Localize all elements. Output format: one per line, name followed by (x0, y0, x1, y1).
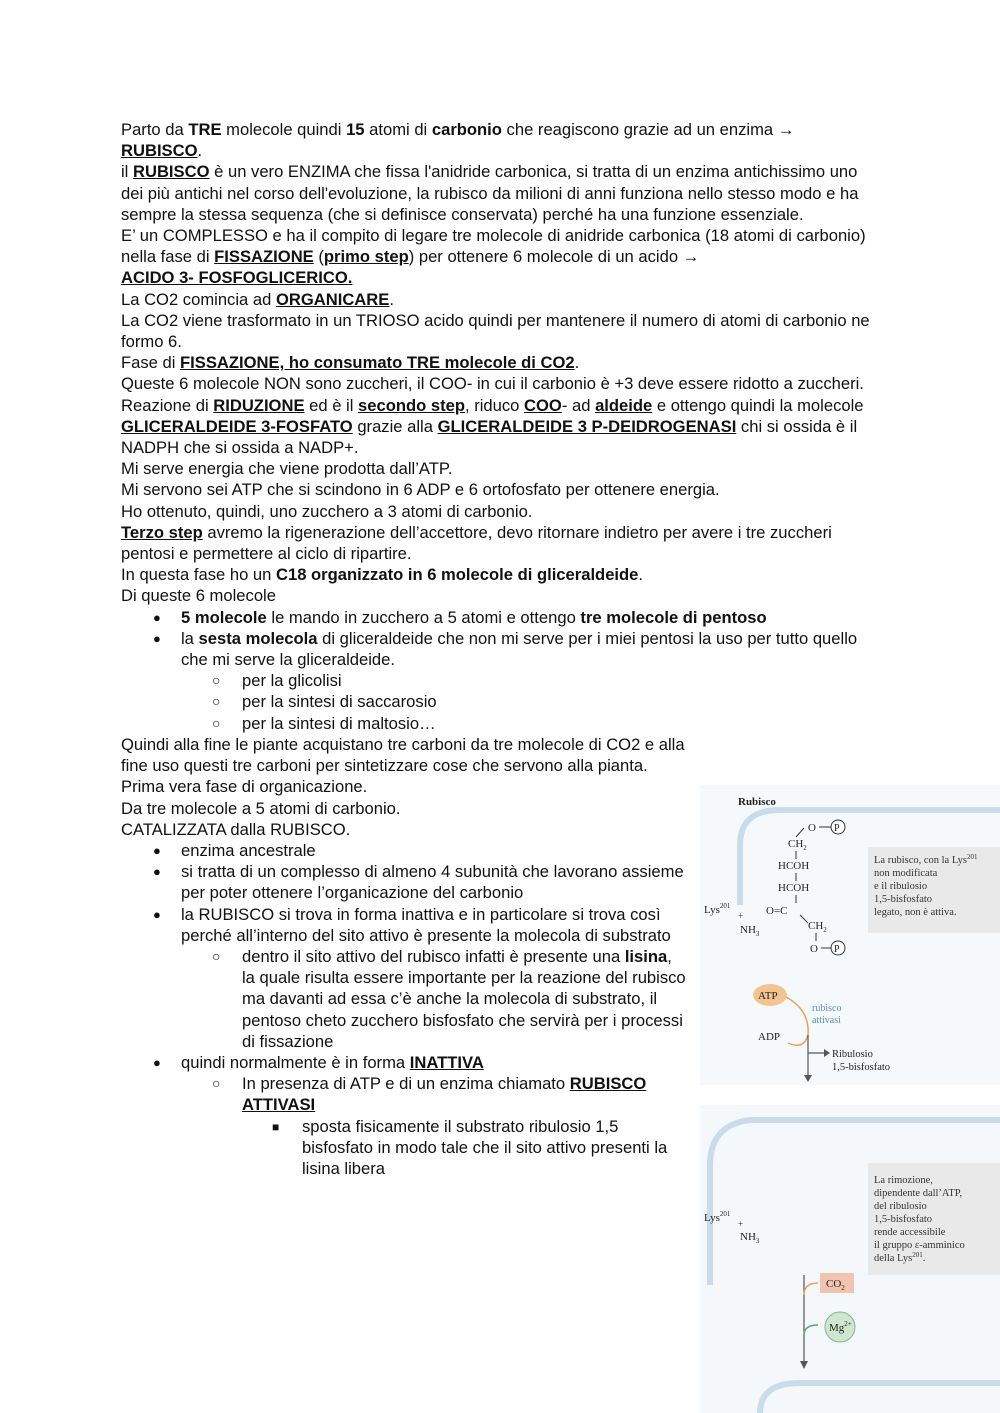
oxygen-label: O (810, 943, 818, 955)
paragraph: Di queste 6 molecole (121, 586, 276, 606)
plus-label: + (738, 1219, 744, 1229)
paragraph: Parto da TRE molecole quindi 15 atomi di carbonio che reagiscono grazie ad un enzima → (121, 120, 795, 139)
paragraph: La CO2 comincia ad ORGANICARE. (121, 289, 394, 309)
caption-line: del ribulosio (874, 1201, 927, 1212)
ribulose-label-2: 1,5-bisfosfato (832, 1062, 891, 1073)
bullet-list (121, 840, 686, 1179)
caption-line: La rimozione, (874, 1175, 933, 1186)
list-item: ○ per la sintesi di saccarosio (121, 691, 881, 712)
bullet-list (121, 607, 881, 734)
caption-line: dipendente dall’ATP, (874, 1188, 963, 1199)
caption-line: 1,5-bisfosfato (874, 894, 933, 905)
paragraph: il RUBISCO è un vero ENZIMA che fissa l'anidride carbonica, si tratta di un enzima antichissimo uno dei più antichi nel corso dell'evoluzione, la rubisco da milioni di anni funziona nello stesso modo e ha sempre la stessa sequenza (che si definisce conservata) perché ha una funzione essenziale. (121, 162, 859, 224)
paragraph: Reazione di RIDUZIONE ed è il secondo step, riduco COO- ad aldeide e ottengo quindi la molecole GLICERALDEIDE 3-FOSFATO grazie alla GLICERALDEIDE 3 P-DEIDROGENASI chi si ossida è il NADPH che si ossida a NADP+. (121, 395, 864, 458)
summary-block (121, 734, 686, 1179)
paragraph: RUBISCO. (121, 141, 203, 161)
caption-line: della Lys$^{201}$. (874, 1251, 926, 1264)
co2-label: $CO_2$ (826, 1278, 845, 1292)
caption-line: non modificata (874, 868, 938, 879)
phosphate-label: P (834, 823, 840, 834)
list-item: ● la sesta molecola di gliceraldeide che non mi serve per i miei pentosi la uso per tutto quello che mi serve la gliceraldeide. (121, 628, 881, 670)
lys-label: Lys$^{201}$ (704, 1210, 731, 1224)
atp-label: ATP (758, 990, 778, 1002)
paragraph: Ho ottenuto, quindi, uno zucchero a 3 atomi di carbonio. (121, 501, 533, 521)
nh3-label: $NH_3$ (740, 924, 760, 938)
paragraph: Queste 6 molecole NON sono zuccheri, il COO- in cui il carbonio è +3 deve essere ridotto a zuccheri. (121, 374, 864, 394)
paragraph: E’ un COMPLESSO e ha il compito di legare tre molecole di anidride carbonica (18 atomi di carbonio) nella fase di FISSAZIONE (primo step) per ottenere 6 molecole di un acido → (121, 226, 866, 267)
list-item: ● 5 molecole le mando in zucchero a 5 atomi e ottengo tre molecole di pentoso (121, 607, 881, 628)
list-item: ● la RUBISCO si trova in forma inattiva e in particolare si trova così perché all’interno del sito attivo è presente la molecola di substrato (121, 904, 686, 946)
adp-label: ADP (758, 1031, 781, 1043)
list-item: ○ In presenza di ATP e di un enzima chiamato RUBISCO ATTIVASI (121, 1073, 686, 1115)
mg-label: $Mg^{2+}$ (829, 1320, 852, 1334)
list-item: ● enzima ancestrale (121, 840, 686, 861)
paragraph: In questa fase ho un C18 organizzato in 6 molecole di gliceraldeide. (121, 565, 644, 585)
paragraph: La CO2 viene trasformato in un TRIOSO acido quindi per mantenere il numero di atomi di carbonio ne formo 6. (121, 310, 870, 352)
list-item: ■ sposta fisicamente il substrato ribulosio 1,5 bisfosfato in modo tale che il sito attivo presenti la lisina libera (121, 1116, 686, 1180)
paragraph: CATALIZZATA dalla RUBISCO. (121, 819, 351, 839)
caption-line: e il ribulosio (874, 881, 928, 892)
list-item: ○ per la glicolisi (121, 670, 881, 691)
paragraph: Quindi alla fine le piante acquistano tre carboni da tre molecole di CO2 e alla fine uso questi tre carboni per sintetizzare cose che servono alla pianta. (121, 734, 685, 776)
carbonyl-label: O=C (766, 905, 788, 917)
paragraph: Terzo step avremo la rigenerazione dell’accettore, devo ritornare indietro per avere i tre zuccheri pentosi e permettere al ciclo di ripartire. (121, 522, 832, 564)
caption-line: La rubisco, con la Lys$^{201}$ (874, 853, 978, 866)
caption-line: 1,5-bisfosfato (874, 1214, 933, 1225)
paragraph: Prima vera fase di organicazione. (121, 777, 368, 797)
list-item: ● quindi normalmente è in forma INATTIVA (121, 1052, 686, 1073)
oxygen-label: O (808, 822, 816, 834)
ribulose-label-1: Ribulosio (832, 1049, 873, 1060)
list-item: ○ dentro il sito attivo del rubisco infatti è presente una lisina, la quale risulta essere importante per la reazione del rubisco ma davanti ad essa c’è anche la molecola di substrato, il pentoso cheto zucchero bisfosfato che servirà per i processi di fissazione (121, 946, 686, 1052)
phosphate-label: P (834, 944, 840, 955)
hcoh-label-1: HCOH (778, 860, 810, 872)
paragraph: Mi serve energia che viene prodotta dall’ATP. (121, 459, 453, 479)
paragraph: Fase di FISSAZIONE, ho consumato TRE molecole di CO2. (121, 353, 580, 373)
attivasi-label-1: rubisco (812, 1003, 842, 1014)
ch2-label: $CH_2$ (788, 838, 807, 852)
figure-title: Rubisco (738, 796, 776, 808)
nh3-label: $NH_3$ (740, 1231, 760, 1245)
lys-label: Lys$^{201}$ (704, 902, 731, 916)
caption-line: legato, non è attiva. (874, 907, 957, 918)
attivasi-label-2: attivasi (812, 1015, 841, 1026)
rubisco-activation-figure (700, 785, 1000, 1413)
ch2-label: $CH_2$ (808, 920, 827, 934)
paragraph: ACIDO 3- FOSFOGLICERICO. (121, 268, 353, 288)
list-item: ○ per la sintesi di maltosio… (121, 713, 881, 734)
caption-line: rende accessibile (874, 1227, 946, 1238)
hcoh-label-2: HCOH (778, 882, 810, 894)
paragraph: Da tre molecole a 5 atomi di carbonio. (121, 798, 401, 818)
plus-label: + (738, 911, 744, 921)
paragraph: Mi servono sei ATP che si scindono in 6 ADP e 6 ortofosfato per ottenere energia. (121, 480, 720, 500)
list-item: ● si tratta di un complesso di almeno 4 subunità che lavorano assieme per poter ottenere l’organicazione del carbonio (121, 861, 686, 903)
caption-line: il gruppo ε-amminico (874, 1240, 965, 1251)
